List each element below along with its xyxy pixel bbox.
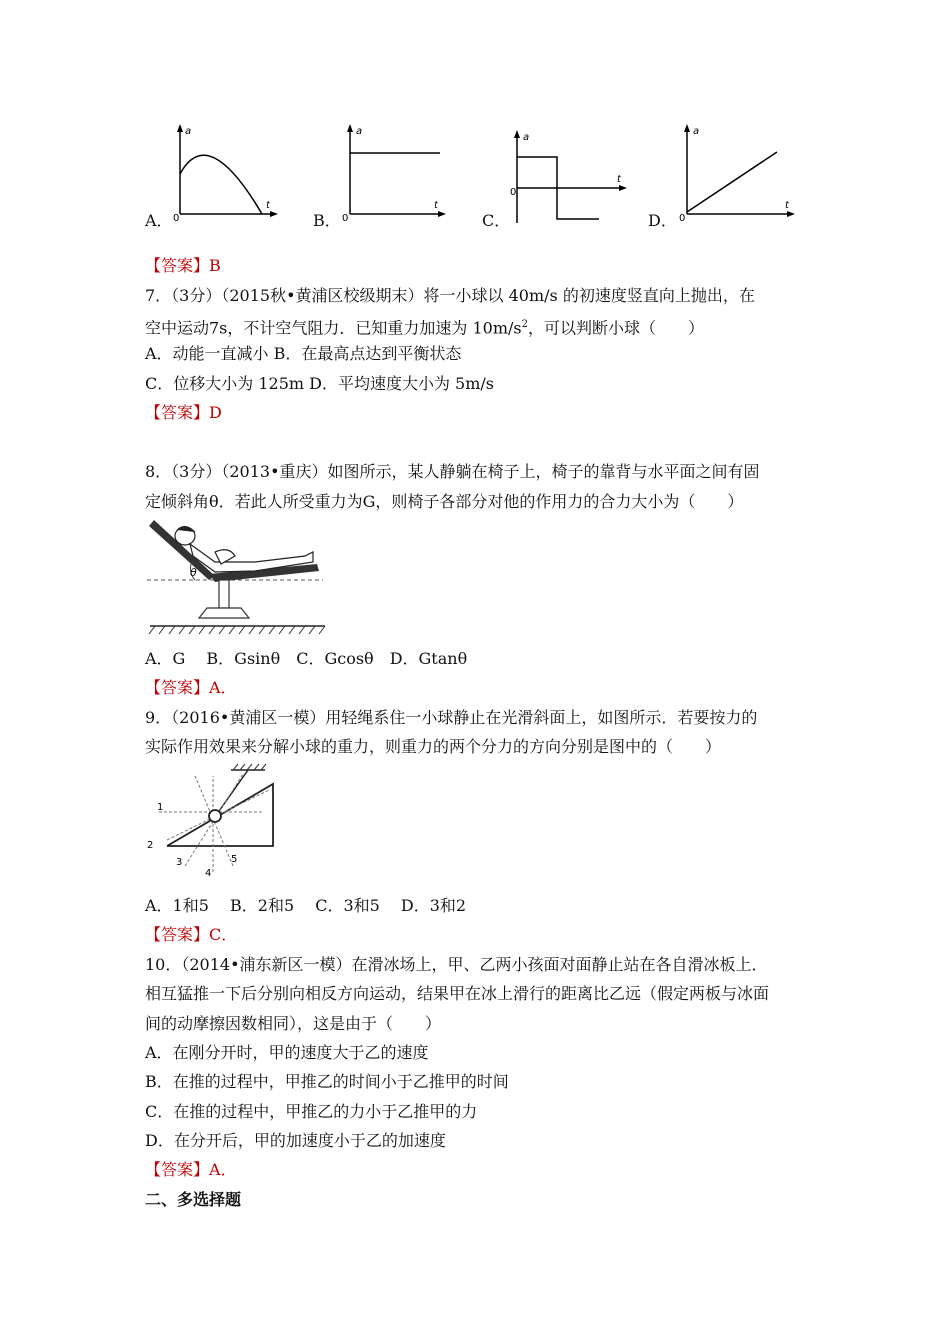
q7-answer: 【答案】D [145, 403, 222, 422]
q9-label-5: 5 [231, 854, 238, 865]
q8-ground-hatch [149, 626, 325, 634]
graph-b-y-label: a [356, 126, 363, 137]
graph-a-y-label: a [185, 126, 192, 137]
graph-b [338, 122, 448, 222]
graph-d-x-arrow [787, 211, 795, 217]
graph-d-origin: 0 [679, 213, 686, 222]
graph-c-y-arrow [514, 130, 520, 138]
q9-label-1: 1 [157, 802, 164, 813]
graph-a-curve [180, 155, 262, 214]
graph-b-x-label: t [434, 200, 438, 211]
q7-options-cd: C．位移大小为 125m D．平均速度大小为 5m/s [145, 374, 494, 393]
option-c-label: C． [482, 211, 511, 230]
graph-a-x-arrow [270, 211, 278, 217]
q9-label-3: 3 [176, 857, 183, 868]
q10-answer-label: 【答案】 [145, 1160, 210, 1179]
q10-stem-line1: 10．（2014•浦东新区一模）在滑冰场上，甲、乙两小孩面对面静止站在各自滑冰板上． [145, 955, 768, 974]
q8-options: A．G B．Gsinθ C．Gcosθ D．Gtanθ [145, 649, 468, 668]
q9-answer [145, 924, 237, 946]
q10-stem-line3: 间的动摩擦因数相同），这是由于（ ） [145, 1014, 442, 1033]
graph-d [675, 122, 800, 222]
graph-d-line [687, 152, 777, 212]
q8-stem-line1: 8．（3分）（2013•重庆）如图所示，某人静躺在椅子上，椅子的靠背与水平面之间有固 [145, 462, 760, 481]
graph-b-origin: 0 [342, 213, 349, 222]
graph-b-x-arrow [438, 211, 446, 217]
graph-c-x-label: t [617, 174, 621, 185]
q8-theta-label: θ [190, 566, 197, 579]
graph-a-x-label: t [266, 200, 270, 211]
q10-option-a: A．在刚分开时，甲的速度大于乙的速度 [145, 1043, 429, 1062]
graph-a [170, 122, 280, 222]
q8-answer [145, 677, 237, 699]
q7-options-ab: A．动能一直减小 B．在最高点达到平衡状态 [145, 344, 462, 363]
q10-option-b: B．在推的过程中，甲推乙的时间小于乙推甲的时间 [145, 1072, 509, 1091]
q8-chair-base [199, 608, 249, 618]
q8-chair-pillar [219, 580, 229, 608]
graph-c-y-label: a [523, 132, 530, 143]
graph-c-x-arrow [619, 185, 627, 191]
q10-option-d: D．在分开后，甲的加速度小于乙的加速度 [145, 1131, 446, 1150]
q8-answer-label: 【答案】 [145, 678, 210, 697]
q7-stem-line2 [145, 314, 704, 339]
q7-stem-line2-a: 空中运动7s，不计空气阻力．已知重力加速为 10m/s [145, 318, 522, 338]
option-d-label: D． [648, 211, 677, 230]
section-2-title: 二、多选择题 [145, 1190, 242, 1209]
graph-c-origin: 0 [510, 187, 517, 198]
q7-stem-line2-b: ，可以判断小球（ ） [528, 318, 705, 338]
q9-label-2: 2 [147, 840, 154, 851]
q9-answer-label: 【答案】 [145, 925, 210, 944]
q10-option-c: C．在推的过程中，甲推乙的力小于乙推甲的力 [145, 1102, 478, 1121]
q9-ceiling-hatch [233, 764, 266, 770]
graph-b-y-arrow [347, 124, 353, 132]
q9-label-4: 4 [205, 868, 212, 879]
q9-ball [209, 810, 221, 822]
q9-stem-line1: 9．（2016•黄浦区一模）用轻绳系住一小球静止在光滑斜面上，如图所示．若要按力的 [145, 708, 758, 727]
graph-a-y-arrow [177, 124, 183, 132]
q8-figure-chair [145, 516, 330, 638]
q7-superscript: 2 [521, 319, 528, 330]
q8-stem-line2: 定倾斜角θ．若此人所受重力为G，则椅子各部分对他的作用力的合力大小为（ ） [145, 492, 744, 511]
q10-answer [145, 1159, 237, 1181]
graph-d-x-label: t [785, 200, 789, 211]
graph-d-y-label: a [693, 126, 700, 137]
q9-answer-value: C． [209, 925, 238, 944]
graph-d-y-arrow [684, 124, 690, 132]
q8-answer-value: A． [209, 678, 237, 697]
q10-stem-line2: 相互猛推一下后分别向相反方向运动，结果甲在冰上滑行的距离比乙远（假定两板与冰面 [145, 984, 770, 1003]
q7-stem-line1: 7．（3分）（2015秋•黄浦区校级期末）将一小球以 40m/s 的初速度竖直向上抛出，在 [145, 286, 755, 305]
q6-answer: 【答案】B [145, 256, 221, 275]
graph-c [507, 128, 632, 228]
option-a-label: A． [145, 211, 173, 230]
q9-stem-line2: 实际作用效果来分解小球的重力，则重力的两个分力的方向分别是图中的（ ） [145, 737, 722, 756]
q9-options: A．1和5 B．2和5 C．3和5 D．3和2 [145, 896, 467, 915]
graph-a-origin: 0 [173, 213, 180, 222]
q10-answer-value: A． [209, 1160, 237, 1179]
q9-figure-incline [145, 762, 285, 880]
option-b-label: B． [313, 211, 341, 230]
